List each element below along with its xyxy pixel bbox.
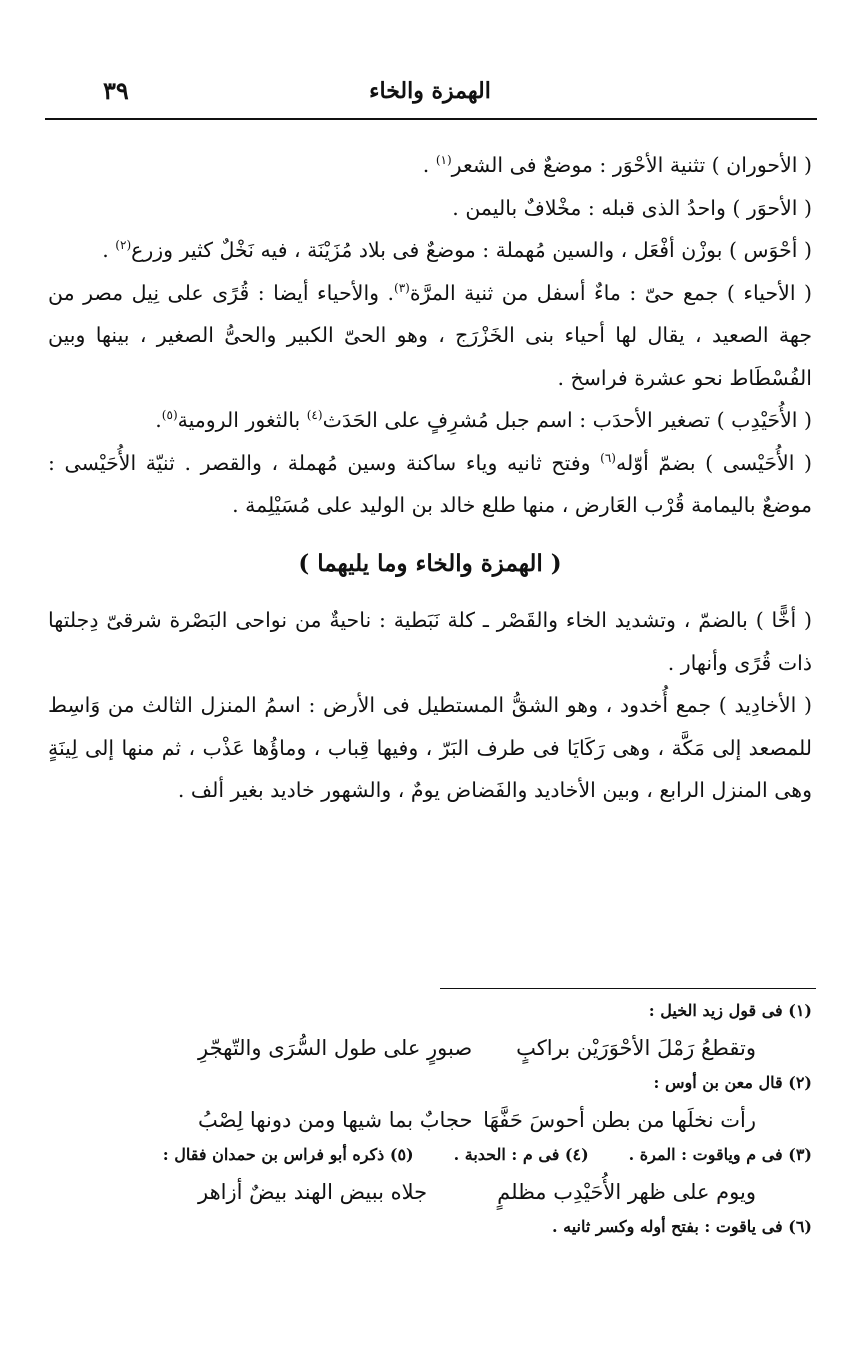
entry-text: ( الأُحَيْدِب ) تصغير الأحدَب : اسم جبل مُشرِفٍ على الحَدَث (322, 408, 812, 432)
footnote-ref: (١) (435, 153, 452, 168)
footnote-ref: (٣) (394, 280, 410, 295)
verse-second-hemistich: جلاه ببيض الهند بيضٌ أزاهر (198, 1180, 428, 1204)
verse-first-hemistich: ويوم على ظهر الأُحَيْدِب مظلمٍ (497, 1180, 756, 1204)
verse-second-hemistich: حجابٌ بما شيها ومن دونها لِصْبُ (198, 1108, 473, 1132)
entry-text: . (102, 238, 116, 262)
running-head (45, 76, 815, 112)
footnote-2: (٢) قال معن بن أوس : (653, 1073, 812, 1092)
footnote-2-verse (48, 1100, 812, 1142)
entry-text: . (155, 408, 162, 432)
entry-al-ahwar: ( الأحوَر ) واحدُ الذى قبله : مخْلافٌ باليمن . (452, 195, 812, 220)
footnote-ref: (٤) (306, 408, 323, 423)
footnote-ref: (٥) (161, 408, 178, 423)
footnotes (48, 998, 812, 1244)
entry-text: . (422, 153, 436, 177)
footnote-3: (٣) فى م وياقوت : المرة . (628, 1145, 812, 1164)
footnote-5-verse (48, 1172, 812, 1214)
entry-al-uhaysa (48, 442, 812, 527)
footnote-1: (١) فى قول زيد الخيل : (648, 1001, 812, 1020)
footnote-rule (440, 988, 816, 989)
main-text (48, 144, 812, 812)
verse-second-hemistich: صبورٍ على طول السُّرَى والتّهجّرِ (198, 1036, 473, 1060)
entry-ahwas (48, 229, 812, 272)
entry-al-akhadid: ( الأخادِيد ) جمع أُخدود ، وهو الشقُّ المستطيل فى الأرض : اسمُ المنزل الثالث من وَاسِط للمصعد إلى مَكَّة ، وهى رَكَايَا فى طرف البَرّ ، وفيها قِباب ، وماؤُها عَذْب ، ثم منها إلى لِينَةٍ وهى المنزل الرابع ، وبين الأخاديد والفَضاض يومٌ ، والشهور خاديد بغير ألف . (48, 693, 812, 802)
entry-text: ( الأحوران ) تثنية الأحْوَر : موضعٌ فى الشعر (451, 153, 812, 177)
entry-akhkha: ( أخًّا ) بالضمّ ، وتشديد الخاء والقَصْر ـ كلة نَبَطية : ناحيةٌ من نواحى البَصْرة شرقىّ دِجلتها ذات قُرًى وأنهار . (48, 608, 812, 675)
footnote-6: (٦) فى ياقوت : بفتح أوله وكسر ثانيه . (551, 1217, 812, 1236)
entry-text: ( أحْوَس ) بوزْن أفْعَل ، والسين مُهملة : موضعٌ فى بلاد مُزَيْنَة ، فيه نَخْلٌ كثير وزرع (131, 238, 812, 262)
entry-text: بالثغور الرومية (177, 408, 307, 432)
verse-first-hemistich: رأت نخلَها من بطن أحوسَ حَفَّهَا (483, 1108, 756, 1132)
footnote-1-verse (48, 1028, 812, 1070)
page-number: ٣٩ (103, 76, 129, 105)
header-rule (45, 118, 817, 120)
verse-first-hemistich: وتقطعُ رَمْلَ الأحْوَرَيْن براكبٍ (516, 1036, 756, 1060)
entry-al-ahya (48, 272, 812, 400)
entry-text: ( الأحياء ) جمع حىّ : ماءٌ أسفل من ثنية المرَّة (409, 280, 812, 305)
running-title: الهمزة والخاء (369, 78, 491, 104)
footnote-ref: (٢) (115, 238, 132, 253)
entry-al-uhaydib (48, 399, 812, 442)
entry-text: ( الأُحَيْسى ) بضمّ أوّله (615, 450, 813, 475)
footnote-4: (٤) فى م : الحدبة . (453, 1145, 589, 1164)
footnote-5: (٥) ذكره أبو فراس بن حمدان فقال : (162, 1145, 414, 1164)
section-heading: ( الهمزة والخاء وما يليهما ) (298, 549, 562, 577)
entry-al-ahwaran (48, 144, 812, 187)
entry-text: . والأحياء أيضا : قُرًى على نِيل مصر من جهة الصعيد ، يقال لها أحياء بنى الخَزْرَج ، وهو الحىّ الكبير والحىُّ الصغير ، بينها وبين الفُسْطَاط نحو عشرة فراسخ . (48, 280, 812, 390)
entry-text: وفتح ثانيه وياء ساكنة وسين مُهملة ، والقصر . ثنيّة الأُحَيْسى : موضعٌ باليمامة قُرْب العَارض ، منها طلع خالد بن الوليد على مُسَيْلِمة . (48, 450, 812, 517)
footnotes-3-4-5 (48, 1142, 812, 1172)
footnote-ref: (٦) (600, 450, 616, 465)
